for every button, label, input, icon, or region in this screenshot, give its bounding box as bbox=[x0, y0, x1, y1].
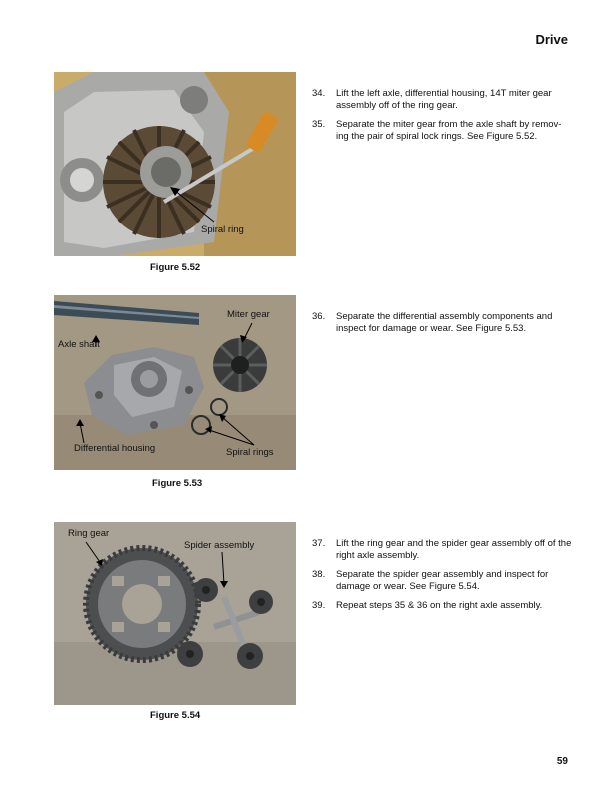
step-38 bbox=[312, 569, 574, 593]
figure-5-53-photo bbox=[54, 295, 296, 470]
figure-5-54-caption: Figure 5.54 bbox=[150, 710, 201, 721]
callout-axle-shaft: Axle shaft bbox=[58, 339, 100, 350]
step-number: 36. bbox=[312, 311, 326, 322]
step-39 bbox=[312, 600, 574, 612]
step-34 bbox=[312, 88, 574, 112]
steps-group-1 bbox=[312, 88, 574, 150]
figure-5-52-image bbox=[54, 72, 296, 256]
page-number: 59 bbox=[556, 756, 568, 767]
section-title: Drive bbox=[535, 32, 568, 47]
callout-spider-assembly: Spider assembly bbox=[184, 540, 255, 551]
figure-5-53-caption: Figure 5.53 bbox=[152, 478, 203, 489]
figure-5-54-image bbox=[54, 522, 296, 705]
step-text: Lift the left axle, differential housing, 14T miter gear assembly off of the ring gear. bbox=[336, 88, 552, 111]
callout-spiral-ring: Spiral ring bbox=[201, 224, 244, 235]
callout-miter-gear: Miter gear bbox=[227, 309, 270, 320]
step-number: 34. bbox=[312, 88, 326, 99]
step-text: Separate the differential assembly components and inspect for damage or wear. See Figure 5.53. bbox=[336, 311, 553, 334]
callout-spiral-rings: Spiral rings bbox=[226, 447, 274, 458]
steps-group-3 bbox=[312, 538, 574, 619]
figure-5-54-photo bbox=[54, 522, 296, 705]
step-number: 38. bbox=[312, 569, 326, 580]
step-text: Separate the spider gear assembly and inspect for damage or wear. See Figure 5.54. bbox=[336, 569, 549, 592]
step-text: Separate the miter gear from the axle shaft by remov- ing the pair of spiral lock rings. See Figure 5.52. bbox=[336, 119, 562, 142]
figure-5-52-caption: Figure 5.52 bbox=[150, 262, 201, 273]
step-number: 39. bbox=[312, 600, 326, 611]
step-text: Lift the ring gear and the spider gear assembly off of the right axle assembly. bbox=[336, 538, 572, 561]
step-number: 35. bbox=[312, 119, 326, 130]
steps-group-2 bbox=[312, 311, 574, 342]
figure-5-52-photo bbox=[54, 72, 296, 256]
step-36 bbox=[312, 311, 574, 335]
step-35 bbox=[312, 119, 574, 143]
callout-ring-gear: Ring gear bbox=[68, 528, 110, 539]
step-text: Repeat steps 35 & 36 on the right axle assembly. bbox=[336, 600, 543, 611]
step-37 bbox=[312, 538, 574, 562]
callout-differential-housing: Differential housing bbox=[74, 443, 156, 454]
step-number: 37. bbox=[312, 538, 326, 549]
